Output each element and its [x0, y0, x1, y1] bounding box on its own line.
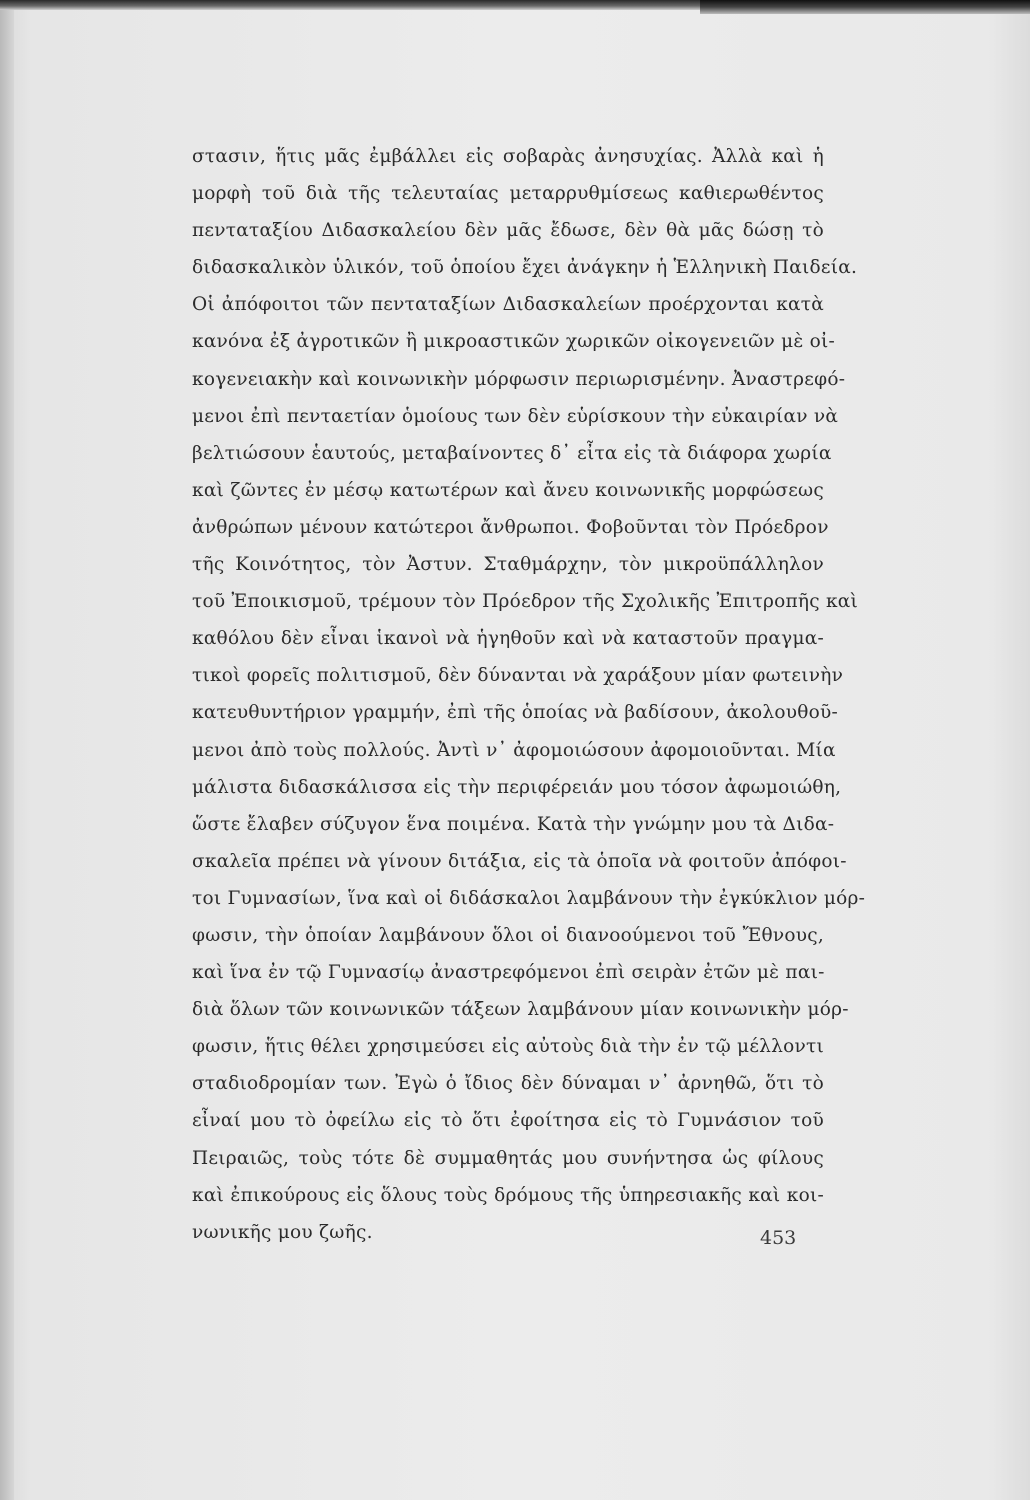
text-line: μάλιστα διδασκάλισσα εἰς τὴν περιφέρειάν μου τόσον ἀφωμοιώθη, [192, 776, 842, 798]
text-line: τικοὶ φορεῖς πολιτισμοῦ, δὲν δύνανται νὰ χαράξουν μίαν φωτεινὴν [192, 665, 844, 687]
text-line: Οἱ ἀπόφοιτοι τῶν πενταταξίων Διδασκαλείων προέρχονται κατὰ [192, 294, 824, 316]
text-line: πενταταξίου Διδασκαλείου δὲν μᾶς ἔδωσε, δὲν θὰ μᾶς δώσῃ τὸ [192, 220, 824, 242]
text-line: βελτιώσουν ἑαυτούς, μεταβαίνοντες δ᾽ εἶτα εἰς τὰ διάφορα χωρία [192, 442, 832, 464]
body-text [192, 138, 866, 1251]
text-line: καὶ ζῶντες ἐν μέσῳ κατωτέρων καὶ ἄνευ κοινωνικῆς μορφώσεως [192, 479, 824, 501]
text-line: ὥστε ἔλαβεν σύζυγον ἕνα ποιμένα. Κατὰ τὴν γνώμην μου τὰ Διδα- [192, 813, 835, 835]
text-line: κογενειακὴν καὶ κοινωνικὴν μόρφωσιν περιωρισμένην. Ἀναστρεφό- [192, 368, 846, 390]
text-line: τοῦ Ἐποικισμοῦ, τρέμουν τὸν Πρόεδρον τῆς Σχολικῆς Ἐπιτροπῆς καὶ [192, 591, 859, 613]
text-line: στασιν, ἥτις μᾶς ἐμβάλλει εἰς σοβαρὰς ἀνησυχίας. Ἀλλὰ καὶ ἡ [192, 146, 824, 167]
text-line: διδασκαλικὸν ὑλικόν, τοῦ ὁποίου ἔχει ἀνάγκην ἡ Ἑλληνικὴ Παιδεία. [192, 257, 858, 279]
text-line: καὶ ἐπικούρους εἰς ὅλους τοὺς δρόμους τῆς ὑπηρεσιακῆς καὶ κοι- [192, 1184, 824, 1206]
text-line: φωσιν, ἥτις θέλει χρησιμεύσει εἰς αὐτοὺς διὰ τὴν ἐν τῷ μέλλοντι [192, 1036, 824, 1058]
text-line: εἶναί μου τὸ ὀφείλω εἰς τὸ ὅτι ἐφοίτησα εἰς τὸ Γυμνάσιον τοῦ [192, 1110, 824, 1132]
text-line: κανόνα ἐξ ἀγροτικῶν ἢ μικροαστικῶν χωρικῶν οἰκογενειῶν μὲ οἰ- [192, 331, 836, 353]
text-line: τῆς Κοινότητος, τὸν Ἀστυν. Σταθμάρχην, τὸν μικροϋπάλληλον [192, 554, 824, 576]
text-line: ἀνθρώπων μένουν κατώτεροι ἄνθρωποι. Φοβοῦνται τὸν Πρόεδρον [192, 516, 829, 538]
text-line: διὰ ὅλων τῶν κοινωνικῶν τάξεων λαμβάνουν μίαν κοινωνικὴν μόρ- [192, 999, 849, 1021]
text-line: μορφὴ τοῦ διὰ τῆς τελευταίας μεταρρυθμίσεως καθιερωθέντος [192, 183, 824, 205]
text-line: καθόλου δὲν εἶναι ἱκανοὶ νὰ ἡγηθοῦν καὶ νὰ καταστοῦν πραγμα- [192, 628, 824, 650]
page-number: 453 [760, 1227, 797, 1249]
text-line: σκαλεῖα πρέπει νὰ γίνουν διτάξια, εἰς τὰ ὁποῖα νὰ φοιτοῦν ἀπόφοι- [192, 850, 847, 872]
binding-shadow [0, 0, 14, 1500]
text-line: μενοι ἀπὸ τοὺς πολλούς. Ἀντὶ ν᾽ ἀφομοιώσουν ἀφομοιοῦνται. Μία [192, 739, 836, 761]
text-line: νωνικῆς μου ζωῆς. [192, 1221, 373, 1243]
text-line: σταδιοδρομίαν των. Ἐγὼ ὁ ἴδιος δὲν δύναμαι ν᾽ ἀρνηθῶ, ὅτι τὸ [192, 1073, 824, 1095]
text-line: μενοι ἐπὶ πενταετίαν ὁμοίους των δὲν εὑρίσκουν τὴν εὐκαιρίαν νὰ [192, 405, 839, 427]
text-line: καὶ ἵνα ἐν τῷ Γυμνασίῳ ἀναστρεφόμενοι ἐπὶ σειρὰν ἐτῶν μὲ παι- [192, 962, 825, 984]
text-line: τοι Γυμνασίων, ἵνα καὶ οἱ διδάσκαλοι λαμβάνουν τὴν ἐγκύκλιον μόρ- [192, 887, 866, 909]
top-scan-edge-dark [700, 0, 1030, 14]
text-line: κατευθυντήριον γραμμήν, ἐπὶ τῆς ὁποίας νὰ βαδίσουν, ἀκολουθοῦ- [192, 702, 839, 724]
text-line: φωσιν, τὴν ὁποίαν λαμβάνουν ὅλοι οἱ διανοούμενοι τοῦ Ἔθνους, [192, 924, 824, 946]
text-line: Πειραιῶς, τοὺς τότε δὲ συμμαθητάς μου συνήντησα ὡς φίλους [192, 1147, 824, 1169]
